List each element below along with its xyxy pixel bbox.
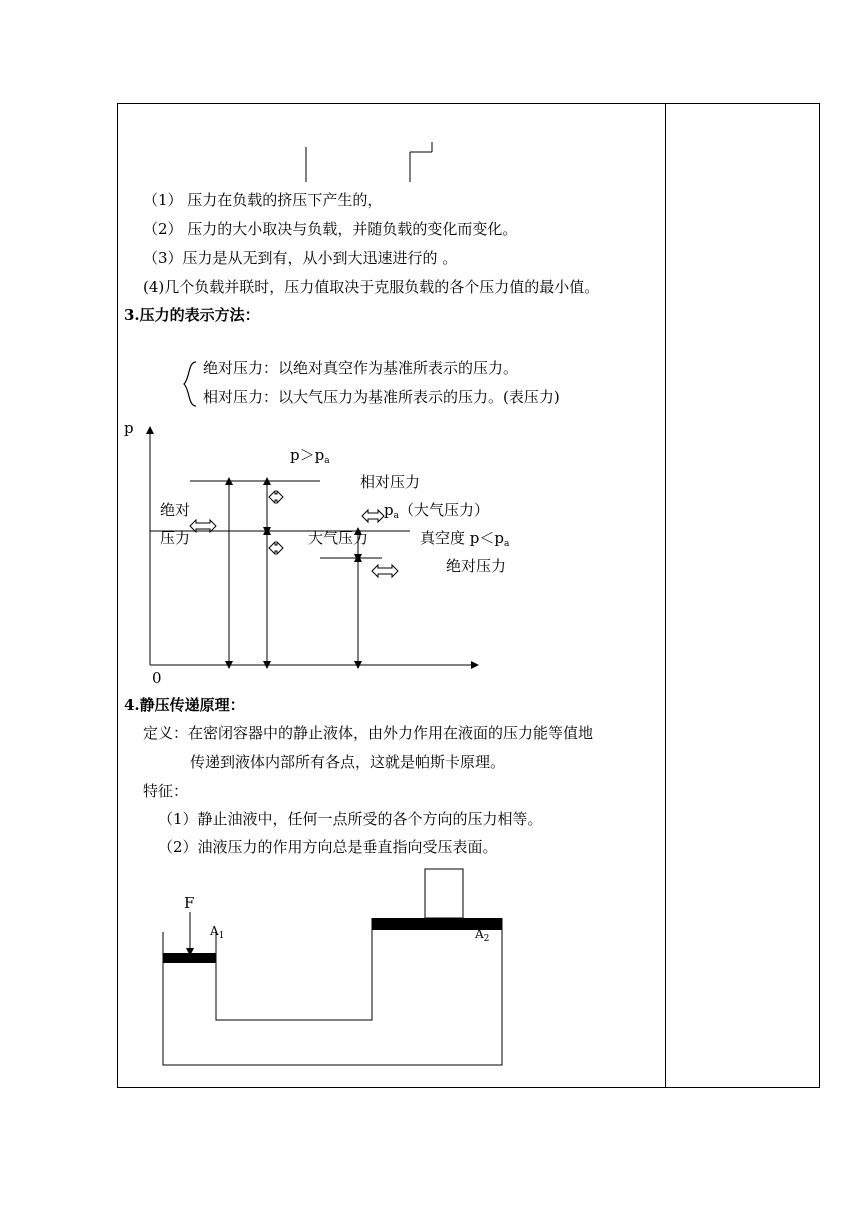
list-item-4: (4)几个负载并联时，压力值取决于克服负载的各个压力值的最小值。 [143,278,600,296]
relative-pressure-label: 相对压力 [360,473,421,491]
origin-label: 0 [152,669,162,687]
section-3-heading: 3.压力的表示方法： [124,306,260,324]
relative-pressure-definition: 相对压力：以大气压力为基准所表示的压力。(表压力) [203,388,560,406]
atmospheric-text-label: 大气压力 [308,529,369,547]
absolute-pressure-definition: 绝对压力：以绝对真空作为基准所表示的压力。 [203,359,519,377]
force-label: F [184,894,195,912]
section-4-heading: 4.静压传递原理： [124,696,245,714]
absolute-pressure-label: 绝对压力 [446,557,507,575]
features-label: 特征： [143,782,189,800]
list-item-3: （3）压力是从无到有，从小到大迅速进行的 。 [143,249,458,267]
load-block [425,869,463,918]
atmospheric-pressure-label: $p_a$（大气压力） [384,501,489,521]
y-axis-label: p [124,419,134,437]
feature-2: （2）油液压力的作用方向总是垂直指向受压表面。 [158,838,498,856]
list-item-2: （2） 压力的大小取决与负载，并随负载的变化而变化。 [143,220,518,238]
feature-1: （1）静止油液中，任何一点所受的各个方向的压力相等。 [158,810,543,828]
definition-line-2: 传递到液体内部所有各点，这就是帕斯卡原理。 [190,753,506,771]
small-piston [163,953,216,963]
area-a1-label: $A_1$ [210,924,225,941]
area-a2-label: $A_2$ [475,927,490,944]
absolute-label-line1: 绝对 [160,501,191,519]
vacuum-label: 真空度 $p<p_a$ [420,529,510,549]
p-gt-pa-label: $p>p_a$ [290,446,330,466]
list-item-1: （1） 压力在负载的挤压下产生的， [143,191,383,209]
definition-line-1: 定义：在密闭容器中的静止液体，由外力作用在液面的压力能等值地 [143,724,594,742]
absolute-label-line2: 压力 [160,529,191,547]
